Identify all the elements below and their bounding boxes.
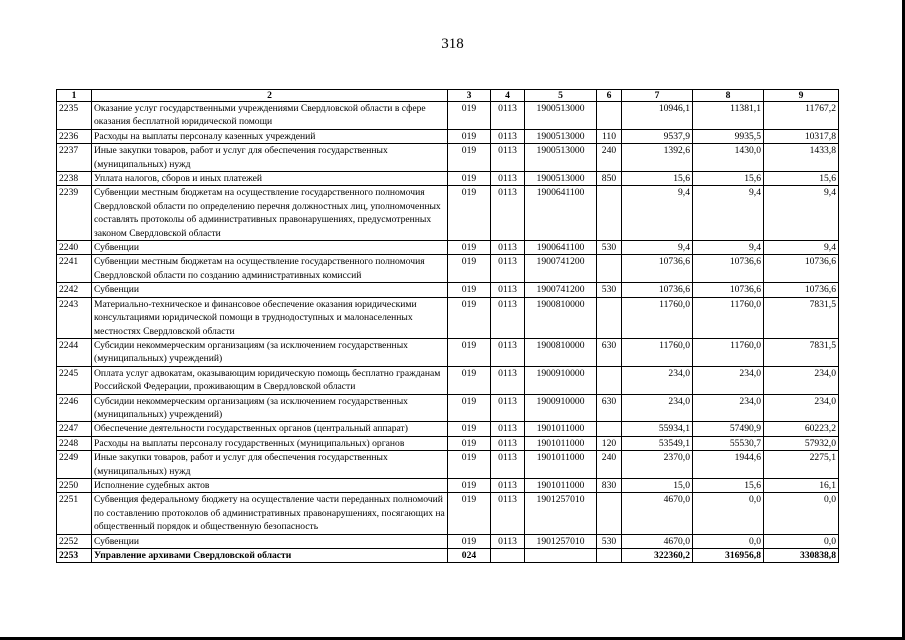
row-name: Субсидии некоммерческим организациям (за исключением государственных (муниципальных) учреждений) [92,338,448,366]
row-number: 2244 [57,338,92,366]
row-value-col9: 9,4 [764,186,839,241]
row-ministry-code: 019 [448,338,491,366]
row-target-code: 1900641100 [525,186,597,241]
row-target-code: 1901011000 [525,478,597,492]
row-value-col9: 16,1 [764,478,839,492]
row-target-code: 1901011000 [525,436,597,450]
row-value-col8: 1944,6 [693,451,764,479]
row-expense-code: 530 [597,283,622,297]
row-ministry-code: 019 [448,451,491,479]
table-row [57,436,839,450]
row-value-col7: 10736,6 [622,255,693,283]
row-expense-code: 530 [597,241,622,255]
row-value-col9: 10317,8 [764,129,839,143]
row-section-code: 0113 [491,186,525,241]
row-target-code: 1900741200 [525,283,597,297]
row-name: Субвенция федеральному бюджету на осуществление части переданных полномочий по составлению протоколов об административных правонарушениях, посягающих на общественный порядок и общественную безопасность [92,493,448,534]
row-ministry-code: 019 [448,394,491,422]
row-number: 2253 [57,549,92,563]
row-value-col8: 11381,1 [693,102,764,130]
row-name: Оказание услуг государственными учреждениями Свердловской области в сфере оказания бесплатной юридической помощи [92,102,448,130]
row-target-code: 1900910000 [525,394,597,422]
row-value-col9: 15,6 [764,172,839,186]
row-ministry-code: 019 [448,255,491,283]
row-number: 2243 [57,297,92,338]
row-section-code: 0113 [491,102,525,130]
table-row [57,129,839,143]
row-name: Субвенции местным бюджетам на осуществление государственного полномочия Свердловской области по определению перечня должностных лиц, уполномоченных составлять протоколы об административных правонарушениях, предусмотренных законом Свердловской области [92,186,448,241]
row-expense-code: 830 [597,478,622,492]
row-expense-code [597,493,622,534]
row-name: Субвенции [92,241,448,255]
row-target-code: 1900513000 [525,172,597,186]
row-target-code: 1900641100 [525,241,597,255]
row-ministry-code: 019 [448,172,491,186]
header-col-5: 5 [525,90,597,102]
table-row [57,394,839,422]
row-ministry-code: 019 [448,144,491,172]
row-number: 2237 [57,144,92,172]
row-name: Субвенции [92,283,448,297]
row-value-col8: 234,0 [693,394,764,422]
table-row [57,478,839,492]
row-name: Расходы на выплаты персоналу казенных учреждений [92,129,448,143]
row-value-col7: 9,4 [622,241,693,255]
table-row [57,144,839,172]
row-value-col8: 0,0 [693,534,764,548]
row-ministry-code: 024 [448,549,491,563]
row-value-col7: 15,6 [622,172,693,186]
row-number: 2238 [57,172,92,186]
row-section-code: 0113 [491,241,525,255]
row-target-code [525,549,597,563]
row-expense-code: 240 [597,144,622,172]
table-row [57,283,839,297]
row-expense-code [597,255,622,283]
row-expense-code: 850 [597,172,622,186]
row-ministry-code: 019 [448,436,491,450]
row-section-code: 0113 [491,394,525,422]
row-value-col9: 1433,8 [764,144,839,172]
table-row [57,366,839,394]
table-row [57,493,839,534]
row-number: 2246 [57,394,92,422]
row-value-col7: 15,0 [622,478,693,492]
row-value-col9: 7831,5 [764,338,839,366]
row-value-col9: 330838,8 [764,549,839,563]
row-value-col9: 234,0 [764,366,839,394]
table-row [57,422,839,436]
row-value-col7: 2370,0 [622,451,693,479]
row-section-code: 0113 [491,338,525,366]
row-value-col8: 316956,8 [693,549,764,563]
row-value-col7: 9537,9 [622,129,693,143]
row-value-col8: 10736,6 [693,255,764,283]
row-section-code: 0113 [491,283,525,297]
row-section-code: 0113 [491,366,525,394]
row-value-col9: 10736,6 [764,255,839,283]
row-number: 2240 [57,241,92,255]
row-value-col8: 10736,6 [693,283,764,297]
row-number: 2248 [57,436,92,450]
row-value-col8: 1430,0 [693,144,764,172]
row-name: Субвенции [92,534,448,548]
row-value-col8: 57490,9 [693,422,764,436]
row-ministry-code: 019 [448,478,491,492]
row-section-code: 0113 [491,144,525,172]
row-ministry-code: 019 [448,422,491,436]
row-name: Материально-техническое и финансовое обеспечение оказания юридическими консультациями юридической помощи в труднодоступных и малонаселенных местностях Свердловской области [92,297,448,338]
row-ministry-code: 019 [448,129,491,143]
row-value-col9: 234,0 [764,394,839,422]
row-value-col7: 234,0 [622,394,693,422]
row-name: Субсидии некоммерческим организациям (за исключением государственных (муниципальных) учреждений) [92,394,448,422]
row-value-col7: 10736,6 [622,283,693,297]
row-target-code: 1900910000 [525,366,597,394]
header-col-3: 3 [448,90,491,102]
row-name: Иные закупки товаров, работ и услуг для обеспечения государственных (муниципальных) нужд [92,451,448,479]
row-target-code: 1900810000 [525,297,597,338]
row-section-code: 0113 [491,297,525,338]
row-section-code: 0113 [491,493,525,534]
header-col-4: 4 [491,90,525,102]
row-section-code: 0113 [491,422,525,436]
header-col-9: 9 [764,90,839,102]
row-ministry-code: 019 [448,241,491,255]
budget-table [56,89,839,563]
row-number: 2242 [57,283,92,297]
row-value-col7: 9,4 [622,186,693,241]
row-number: 2250 [57,478,92,492]
header-col-1: 1 [57,90,92,102]
row-expense-code [597,422,622,436]
row-target-code: 1900810000 [525,338,597,366]
table-row [57,534,839,548]
row-section-code [491,549,525,563]
row-ministry-code: 019 [448,283,491,297]
row-expense-code [597,366,622,394]
row-value-col7: 4670,0 [622,493,693,534]
row-value-col7: 4670,0 [622,534,693,548]
row-number: 2236 [57,129,92,143]
row-number: 2251 [57,493,92,534]
row-target-code: 1901011000 [525,451,597,479]
table-row [57,102,839,130]
row-value-col8: 9,4 [693,241,764,255]
row-number: 2245 [57,366,92,394]
row-value-col7: 1392,6 [622,144,693,172]
row-value-col9: 0,0 [764,534,839,548]
row-expense-code [597,297,622,338]
row-value-col8: 11760,0 [693,297,764,338]
row-value-col8: 9,4 [693,186,764,241]
row-value-col9: 11767,2 [764,102,839,130]
row-number: 2247 [57,422,92,436]
row-ministry-code: 019 [448,297,491,338]
header-row [57,90,839,102]
table-row [57,451,839,479]
header-col-2: 2 [92,90,448,102]
row-value-col7: 234,0 [622,366,693,394]
row-value-col7: 322360,2 [622,549,693,563]
row-value-col8: 0,0 [693,493,764,534]
row-value-col9: 60223,2 [764,422,839,436]
table-row [57,297,839,338]
header-col-6: 6 [597,90,622,102]
header-col-8: 8 [693,90,764,102]
row-section-code: 0113 [491,129,525,143]
row-value-col8: 9935,5 [693,129,764,143]
row-name: Исполнение судебных актов [92,478,448,492]
row-value-col7: 10946,1 [622,102,693,130]
row-section-code: 0113 [491,255,525,283]
row-name: Иные закупки товаров, работ и услуг для обеспечения государственных (муниципальных) нужд [92,144,448,172]
row-ministry-code: 019 [448,366,491,394]
row-value-col7: 11760,0 [622,297,693,338]
row-target-code: 1900513000 [525,144,597,172]
row-value-col9: 2275,1 [764,451,839,479]
row-name: Субвенции местным бюджетам на осуществление государственного полномочия Свердловской области по созданию административных комиссий [92,255,448,283]
row-target-code: 1900741200 [525,255,597,283]
row-name: Обеспечение деятельности государственных органов (центральный аппарат) [92,422,448,436]
row-expense-code: 630 [597,394,622,422]
table-row [57,255,839,283]
row-section-code: 0113 [491,534,525,548]
row-target-code: 1900513000 [525,102,597,130]
row-number: 2241 [57,255,92,283]
row-value-col8: 15,6 [693,172,764,186]
row-name: Расходы на выплаты персоналу государственных (муниципальных) органов [92,436,448,450]
row-expense-code [597,186,622,241]
page-number: 318 [441,36,464,52]
row-value-col8: 11760,0 [693,338,764,366]
row-expense-code: 120 [597,436,622,450]
row-number: 2235 [57,102,92,130]
row-value-col7: 11760,0 [622,338,693,366]
row-target-code: 1901257010 [525,493,597,534]
row-value-col9: 7831,5 [764,297,839,338]
row-value-col9: 0,0 [764,493,839,534]
row-value-col9: 57932,0 [764,436,839,450]
row-expense-code: 240 [597,451,622,479]
row-value-col9: 9,4 [764,241,839,255]
row-value-col8: 15,6 [693,478,764,492]
row-expense-code: 110 [597,129,622,143]
row-section-code: 0113 [491,436,525,450]
table-body [57,102,839,563]
row-value-col7: 53549,1 [622,436,693,450]
table-row [57,338,839,366]
row-expense-code [597,549,622,563]
table-row [57,549,839,563]
row-value-col7: 55934,1 [622,422,693,436]
row-value-col8: 234,0 [693,366,764,394]
row-target-code: 1900513000 [525,129,597,143]
row-section-code: 0113 [491,172,525,186]
row-expense-code: 630 [597,338,622,366]
row-expense-code [597,102,622,130]
row-value-col9: 10736,6 [764,283,839,297]
header-col-7: 7 [622,90,693,102]
row-name: Уплата налогов, сборов и иных платежей [92,172,448,186]
row-ministry-code: 019 [448,102,491,130]
row-number: 2239 [57,186,92,241]
row-number: 2252 [57,534,92,548]
row-ministry-code: 019 [448,493,491,534]
row-target-code: 1901011000 [525,422,597,436]
table-row [57,241,839,255]
table-row [57,186,839,241]
row-ministry-code: 019 [448,186,491,241]
table-row [57,172,839,186]
row-expense-code: 530 [597,534,622,548]
row-number: 2249 [57,451,92,479]
row-name: Оплата услуг адвокатам, оказывающим юридическую помощь бесплатно гражданам Российской Федерации, проживающим в Свердловской области [92,366,448,394]
row-name: Управление архивами Свердловской области [92,549,448,563]
row-value-col8: 55530,7 [693,436,764,450]
row-ministry-code: 019 [448,534,491,548]
row-section-code: 0113 [491,451,525,479]
row-section-code: 0113 [491,478,525,492]
row-target-code: 1901257010 [525,534,597,548]
